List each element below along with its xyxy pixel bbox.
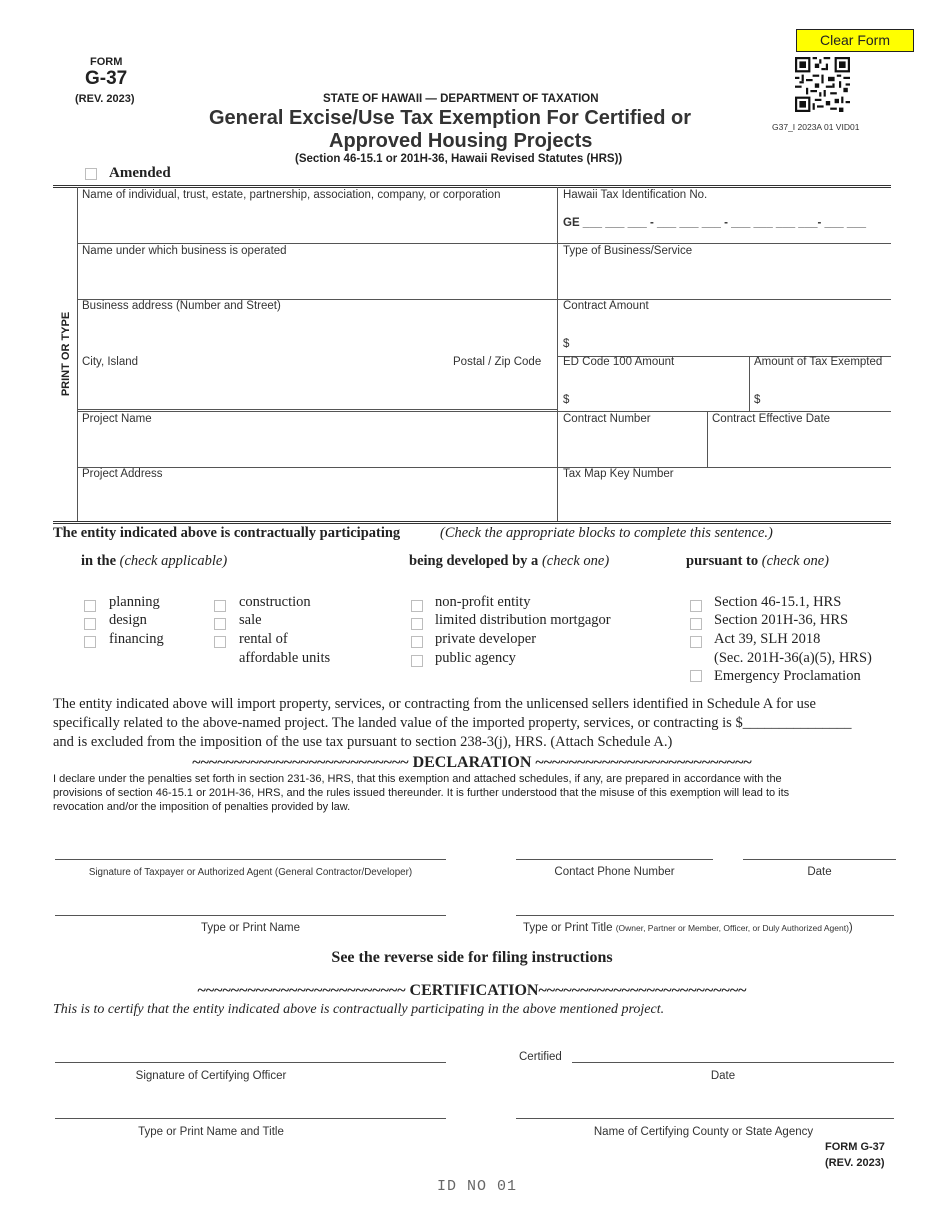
section-46-label: Section 46-15.1, HRS: [714, 594, 842, 610]
form-number: G-37: [85, 68, 128, 89]
project-address-field[interactable]: Project Address: [82, 468, 163, 480]
section-46-checkbox[interactable]: [690, 600, 702, 612]
officer-signature-line[interactable]: [55, 1062, 446, 1063]
taxpayer-signature-label: Signature of Taxpayer or Authorized Agent (General Contractor/Developer): [88, 867, 413, 878]
participation-note: (Check the appropriate blocks to complete this sentence.): [440, 525, 773, 541]
footer-form: FORM G-37: [825, 1141, 885, 1153]
clear-form-button[interactable]: Clear Form: [796, 29, 914, 52]
ed-code-dollar: $: [563, 394, 570, 406]
private-developer-checkbox[interactable]: [411, 636, 423, 648]
business-address-field[interactable]: Business address (Number and Street): [82, 300, 281, 312]
nonprofit-checkbox[interactable]: [411, 600, 423, 612]
rental-checkbox[interactable]: [214, 636, 226, 648]
rental-label: rental of: [239, 631, 288, 647]
financing-label: financing: [109, 631, 164, 647]
certified-label: Certified: [519, 1051, 562, 1063]
tax-exempted-dollar: $: [754, 394, 761, 406]
agency-line[interactable]: [516, 1118, 894, 1119]
public-agency-checkbox[interactable]: [411, 655, 423, 667]
form-word: FORM: [90, 56, 123, 68]
agency-name: STATE OF HAWAII — DEPARTMENT OF TAXATION: [323, 93, 599, 105]
tax-id-field[interactable]: Hawaii Tax Identification No.: [563, 189, 708, 201]
page-title-line2: Approved Housing Projects: [329, 130, 593, 152]
officer-signature-label: Signature of Certifying Officer: [135, 1070, 287, 1082]
footer-id: ID NO 01: [437, 1178, 518, 1195]
agency-label: Name of Certifying County or State Agency: [593, 1126, 814, 1138]
import-text-line3: and is excluded from the imposition of the use tax pursuant to section 238-3(j), HRS. (Attach Schedule A.): [53, 734, 673, 750]
public-agency-label: public agency: [435, 650, 516, 666]
footer-rev: (REV. 2023): [825, 1157, 885, 1169]
name-field[interactable]: Name of individual, trust, estate, partnership, association, company, or corporation: [82, 189, 501, 201]
taxpayer-signature-line[interactable]: [55, 859, 446, 860]
project-name-field[interactable]: Project Name: [82, 413, 152, 425]
emergency-label: Emergency Proclamation: [714, 668, 861, 684]
act-39-sub-label: (Sec. 201H-36(a)(5), HRS): [714, 650, 872, 666]
construction-checkbox[interactable]: [214, 600, 226, 612]
phone-label: Contact Phone Number: [554, 866, 675, 878]
private-developer-label: private developer: [435, 631, 537, 647]
contract-amount-field[interactable]: Contract Amount: [563, 300, 649, 312]
phone-line[interactable]: [516, 859, 713, 860]
col2-heading: being developed by a (check one): [409, 553, 610, 569]
amended-checkbox[interactable]: [85, 168, 97, 180]
qr-code-icon: [795, 57, 850, 112]
sale-checkbox[interactable]: [214, 618, 226, 630]
certification-statement: This is to certify that the entity indicated above is contractually participating in the above mentioned project.: [53, 1002, 665, 1017]
declaration-line2: provisions of section 46-15.1 or 201H-36, HRS, and the rules issued thereunder. It is further understood that the misuse of this exemption will lead to its: [53, 787, 790, 799]
print-or-type-label: PRINT OR TYPE: [60, 311, 72, 397]
tax-map-field[interactable]: Tax Map Key Number: [563, 468, 674, 480]
declaration-line1: I declare under the penalties set forth in section 231-36, HRS, that this exemption and attached schedules, if any, are prepared in accordance with the: [53, 773, 782, 785]
tax-exempted-field[interactable]: Amount of Tax Exempted: [754, 356, 883, 368]
print-title-label: Type or Print Title (Owner, Partner or Member, Officer, or Duly Authorized Agent)): [523, 922, 853, 934]
date-label: Date: [807, 866, 832, 878]
form-rev: (REV. 2023): [75, 93, 135, 105]
certification-heading: ~~~~~~~~~~~~~~~~~~~~~~~~~ CERTIFICATION~~~~~~~~~~~~~~~~~~~~~~~~~: [197, 982, 747, 999]
contract-amount-dollar: $: [563, 338, 570, 350]
section-201h-label: Section 201H-36, HRS: [714, 612, 849, 628]
col3-heading: pursuant to (check one): [686, 553, 829, 569]
page-subtitle: (Section 46-15.1 or 201H-36, Hawaii Revised Statutes (HRS)): [295, 153, 623, 165]
financing-checkbox[interactable]: [84, 636, 96, 648]
declaration-heading: ~~~~~~~~~~~~~~~~~~~~~~~~~~ DECLARATION ~~~~~~~~~~~~~~~~~~~~~~~~~~: [192, 754, 752, 771]
officer-name-label: Type or Print Name and Title: [138, 1126, 284, 1138]
planning-checkbox[interactable]: [84, 600, 96, 612]
print-title-line[interactable]: [516, 915, 894, 916]
sale-label: sale: [239, 612, 262, 628]
affordable-units-label: affordable units: [239, 650, 331, 666]
certified-date-line[interactable]: [572, 1062, 894, 1063]
certified-date-label: Date: [710, 1070, 736, 1082]
tax-id-template[interactable]: GE ___ ___ ___ - ___ ___ ___ - ___ ___ ___ ___- ___ ___: [563, 217, 867, 229]
mortgagor-checkbox[interactable]: [411, 618, 423, 630]
mortgagor-label: limited distribution mortgagor: [435, 612, 611, 628]
print-name-label: Type or Print Name: [200, 922, 301, 934]
ed-code-field[interactable]: ED Code 100 Amount: [563, 356, 675, 368]
officer-name-line[interactable]: [55, 1118, 446, 1119]
city-field[interactable]: City, Island: [82, 356, 139, 368]
contract-date-field[interactable]: Contract Effective Date: [712, 413, 831, 425]
barcode-id: G37_I 2023A 01 VID01: [772, 122, 860, 132]
city-underline: [77, 409, 557, 410]
design-label: design: [109, 612, 147, 628]
emergency-checkbox[interactable]: [690, 670, 702, 682]
participation-intro: The entity indicated above is contractually participating: [53, 525, 401, 541]
nonprofit-label: non-profit entity: [435, 594, 531, 610]
amended-label: Amended: [109, 165, 171, 181]
import-text-line2: specifically related to the above-named project. The landed value of the imported property, services, or contracting is $_______________: [53, 715, 852, 731]
col1-heading: in the (check applicable): [81, 553, 228, 569]
act-39-checkbox[interactable]: [690, 636, 702, 648]
contract-number-field[interactable]: Contract Number: [563, 413, 651, 425]
date-line[interactable]: [743, 859, 896, 860]
planning-label: planning: [109, 594, 160, 610]
design-checkbox[interactable]: [84, 618, 96, 630]
import-text-line1: The entity indicated above will import property, services, or contracting from the unlicensed sellers identified in Schedule A for use: [53, 696, 816, 712]
business-name-field[interactable]: Name under which business is operated: [82, 245, 287, 257]
act-39-label: Act 39, SLH 2018: [714, 631, 821, 647]
declaration-line3: revocation and/or the imposition of penalties provided by law.: [53, 801, 351, 813]
reverse-side-note: See the reverse side for filing instructions: [331, 949, 613, 966]
business-type-field[interactable]: Type of Business/Service: [563, 245, 693, 257]
print-name-line[interactable]: [55, 915, 446, 916]
zip-field[interactable]: Postal / Zip Code: [453, 356, 542, 368]
construction-label: construction: [239, 594, 311, 610]
section-201h-checkbox[interactable]: [690, 618, 702, 630]
page-title: General Excise/Use Tax Exemption For Certified or: [209, 107, 692, 129]
